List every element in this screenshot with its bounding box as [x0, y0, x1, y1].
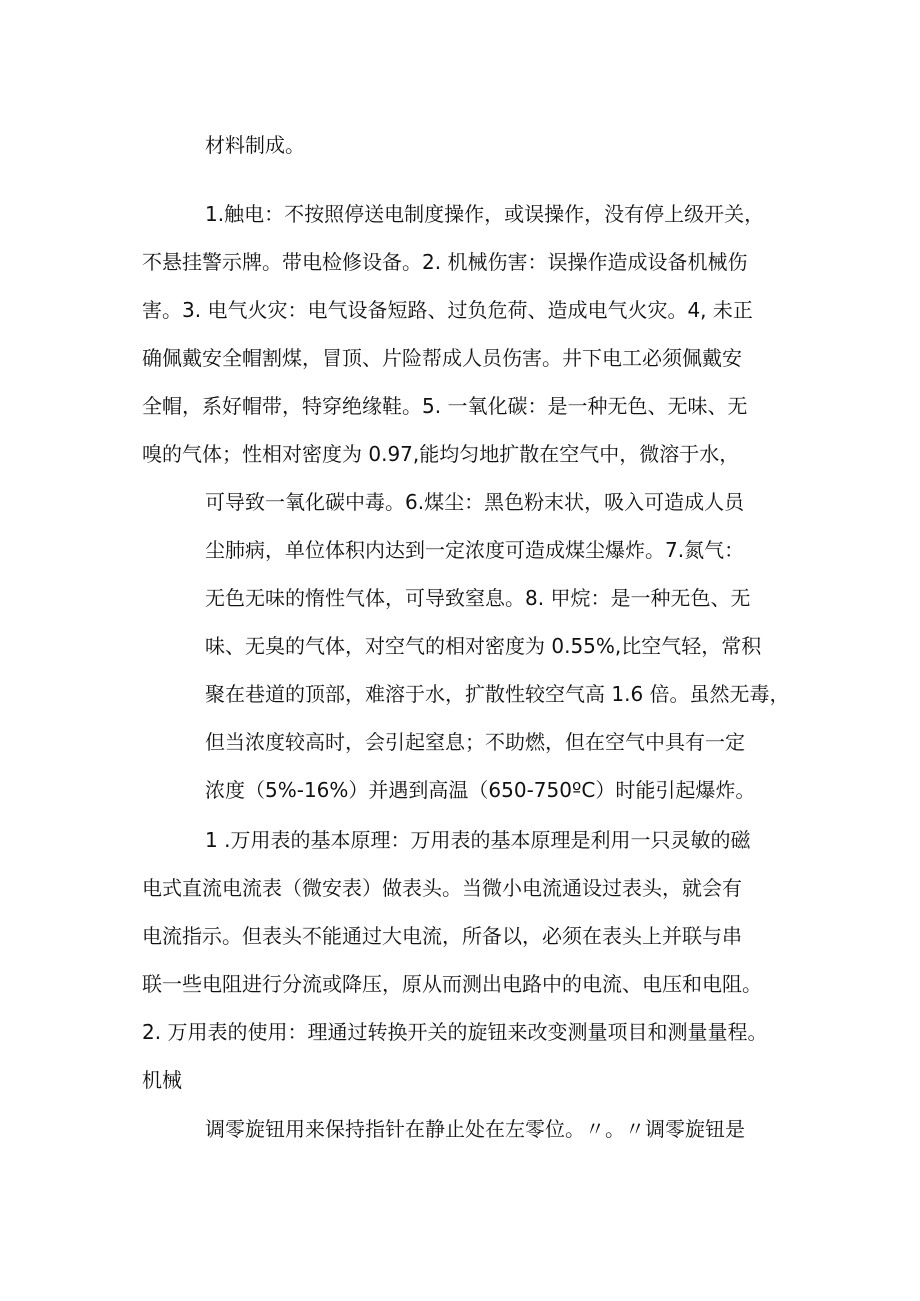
text-line: 1.触电：不按照停送电制度操作，或误操作，没有停上级开关， — [205, 202, 765, 226]
text-line: 电流指示。但表头不能通过大电流，所备以，必须在表头上并联与串 — [142, 924, 742, 948]
text-line: 可导致一氧化碳中毒。6.煤尘：黑色粉末状，吸入可造成人员 — [205, 490, 745, 514]
text-line: 嗅的气体；性相对密度为 0.97,能均匀地扩散在空气中，微溶于水， — [142, 442, 740, 466]
text-line: 无色无味的惰性气体，可导致窒息。8. 甲烷：是一种无色、无 — [205, 586, 751, 610]
text-line: 2. 万用表的使用：理通过转换开关的旋钮来改变测量项目和测量量程。 — [142, 1020, 768, 1044]
text-line: 聚在巷道的顶部，难溶于水，扩散性较空气高 1.6 倍。虽然无毒， — [205, 682, 790, 706]
text-line: 调零旋钮用来保持指针在静止处在左零位。〃。〃调零旋钮是 — [205, 1117, 745, 1141]
text-line: 电式直流电流表（微安表）做表头。当微小电流通设过表头，就会有 — [142, 876, 742, 900]
text-line: 不悬挂警示牌。带电检修设备。2. 机械伤害：误操作造成设备机械伤 — [142, 250, 748, 274]
text-line: 材料制成。 — [205, 133, 305, 157]
text-line: 联一些电阻进行分流或降压，原从而测出电路中的电流、电压和电阻。 — [142, 972, 762, 996]
text-line: 味、无臭的气体，对空气的相对密度为 0.55%,比空气轻，常积 — [205, 634, 762, 658]
text-line: 机械 — [142, 1068, 182, 1092]
text-line: 害。3. 电气火灾：电气设备短路、过负危荷、造成电气火灾。4, 未正 — [142, 298, 753, 322]
text-line: 浓度（5%-16%）并遇到高温（650-750ºC）时能引起爆炸。 — [205, 778, 756, 802]
text-line: 全帽，系好帽带，特穿绝缘鞋。5. 一氧化碳：是一种无色、无味、无 — [142, 394, 748, 418]
text-line: 但当浓度较高时，会引起窒息；不助燃，但在空气中具有一定 — [205, 730, 745, 754]
text-line: 尘肺病，单位体积内达到一定浓度可造成煤尘爆炸。7.氮气： — [205, 538, 745, 562]
text-line: 1 .万用表的基本原理：万用表的基本原理是利用一只灵敏的磁 — [205, 828, 751, 852]
text-line: 确佩戴安全帽割煤，冒顶、片险帮成人员伤害。井下电工必须佩戴安 — [142, 346, 742, 370]
